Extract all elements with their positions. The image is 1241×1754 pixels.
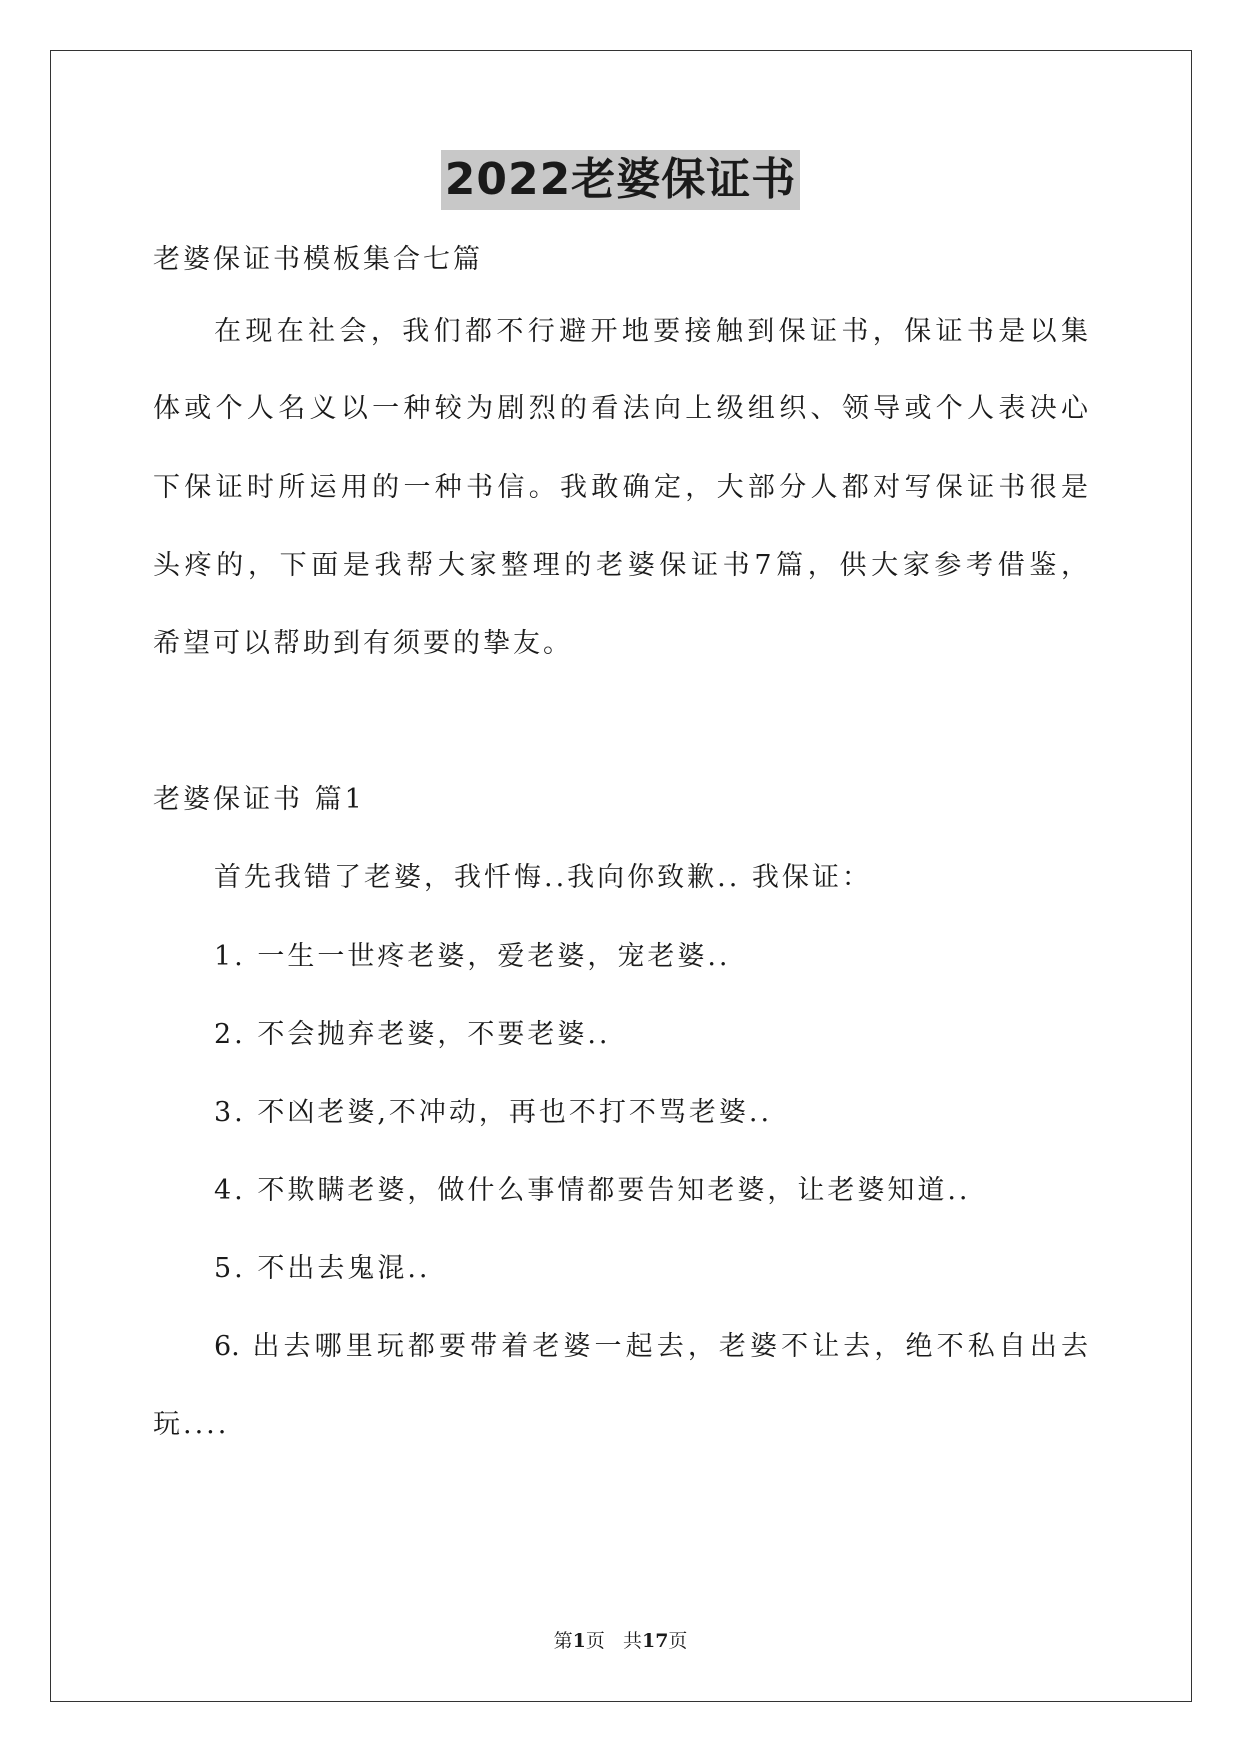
page-footer	[0, 1628, 1241, 1654]
intro-line-4: 头疼的，下面是我帮大家整理的老婆保证书7篇，供大家参考借鉴，	[153, 550, 1088, 581]
intro-line-5: 希望可以帮助到有须要的挚友。	[153, 628, 573, 659]
section-opening: 首先我错了老婆，我忏悔..我向你致歉.. 我保证：	[214, 862, 872, 893]
title-container	[0, 150, 1241, 210]
list-item: 1. 一生一世疼老婆，爱老婆，宠老婆..	[214, 941, 731, 972]
list-item: 6. 出去哪里玩都要带着老婆一起去，老婆不让去，绝不私自出去	[214, 1331, 1088, 1362]
document-subtitle: 老婆保证书模板集合七篇	[153, 244, 483, 275]
list-item-continuation: 玩....	[153, 1409, 230, 1440]
list-item: 5. 不出去鬼混..	[214, 1253, 431, 1284]
page-number: 1	[572, 1630, 586, 1652]
intro-line-1: 在现在社会，我们都不行避开地要接触到保证书，保证书是以集	[214, 316, 1088, 347]
list-item: 2. 不会抛弃老婆，不要老婆..	[214, 1019, 611, 1050]
total-suffix: 页	[668, 1630, 688, 1652]
section-heading: 老婆保证书 篇1	[153, 784, 365, 815]
intro-line-3: 下保证时所运用的一种书信。我敢确定，大部分人都对写保证书很是	[153, 472, 1088, 503]
total-prefix: 共	[622, 1630, 642, 1652]
list-item: 4. 不欺瞒老婆，做什么事情都要告知老婆，让老婆知道..	[214, 1175, 971, 1206]
page-suffix: 页	[585, 1630, 605, 1652]
document-title: 2022老婆保证书	[441, 150, 800, 210]
page-prefix: 第	[553, 1630, 573, 1652]
total-pages: 17	[641, 1630, 669, 1652]
intro-line-2: 体或个人名义以一种较为剧烈的看法向上级组织、领导或个人表决心	[153, 393, 1088, 424]
list-item: 3. 不凶老婆,不冲动，再也不打不骂老婆..	[214, 1097, 773, 1128]
